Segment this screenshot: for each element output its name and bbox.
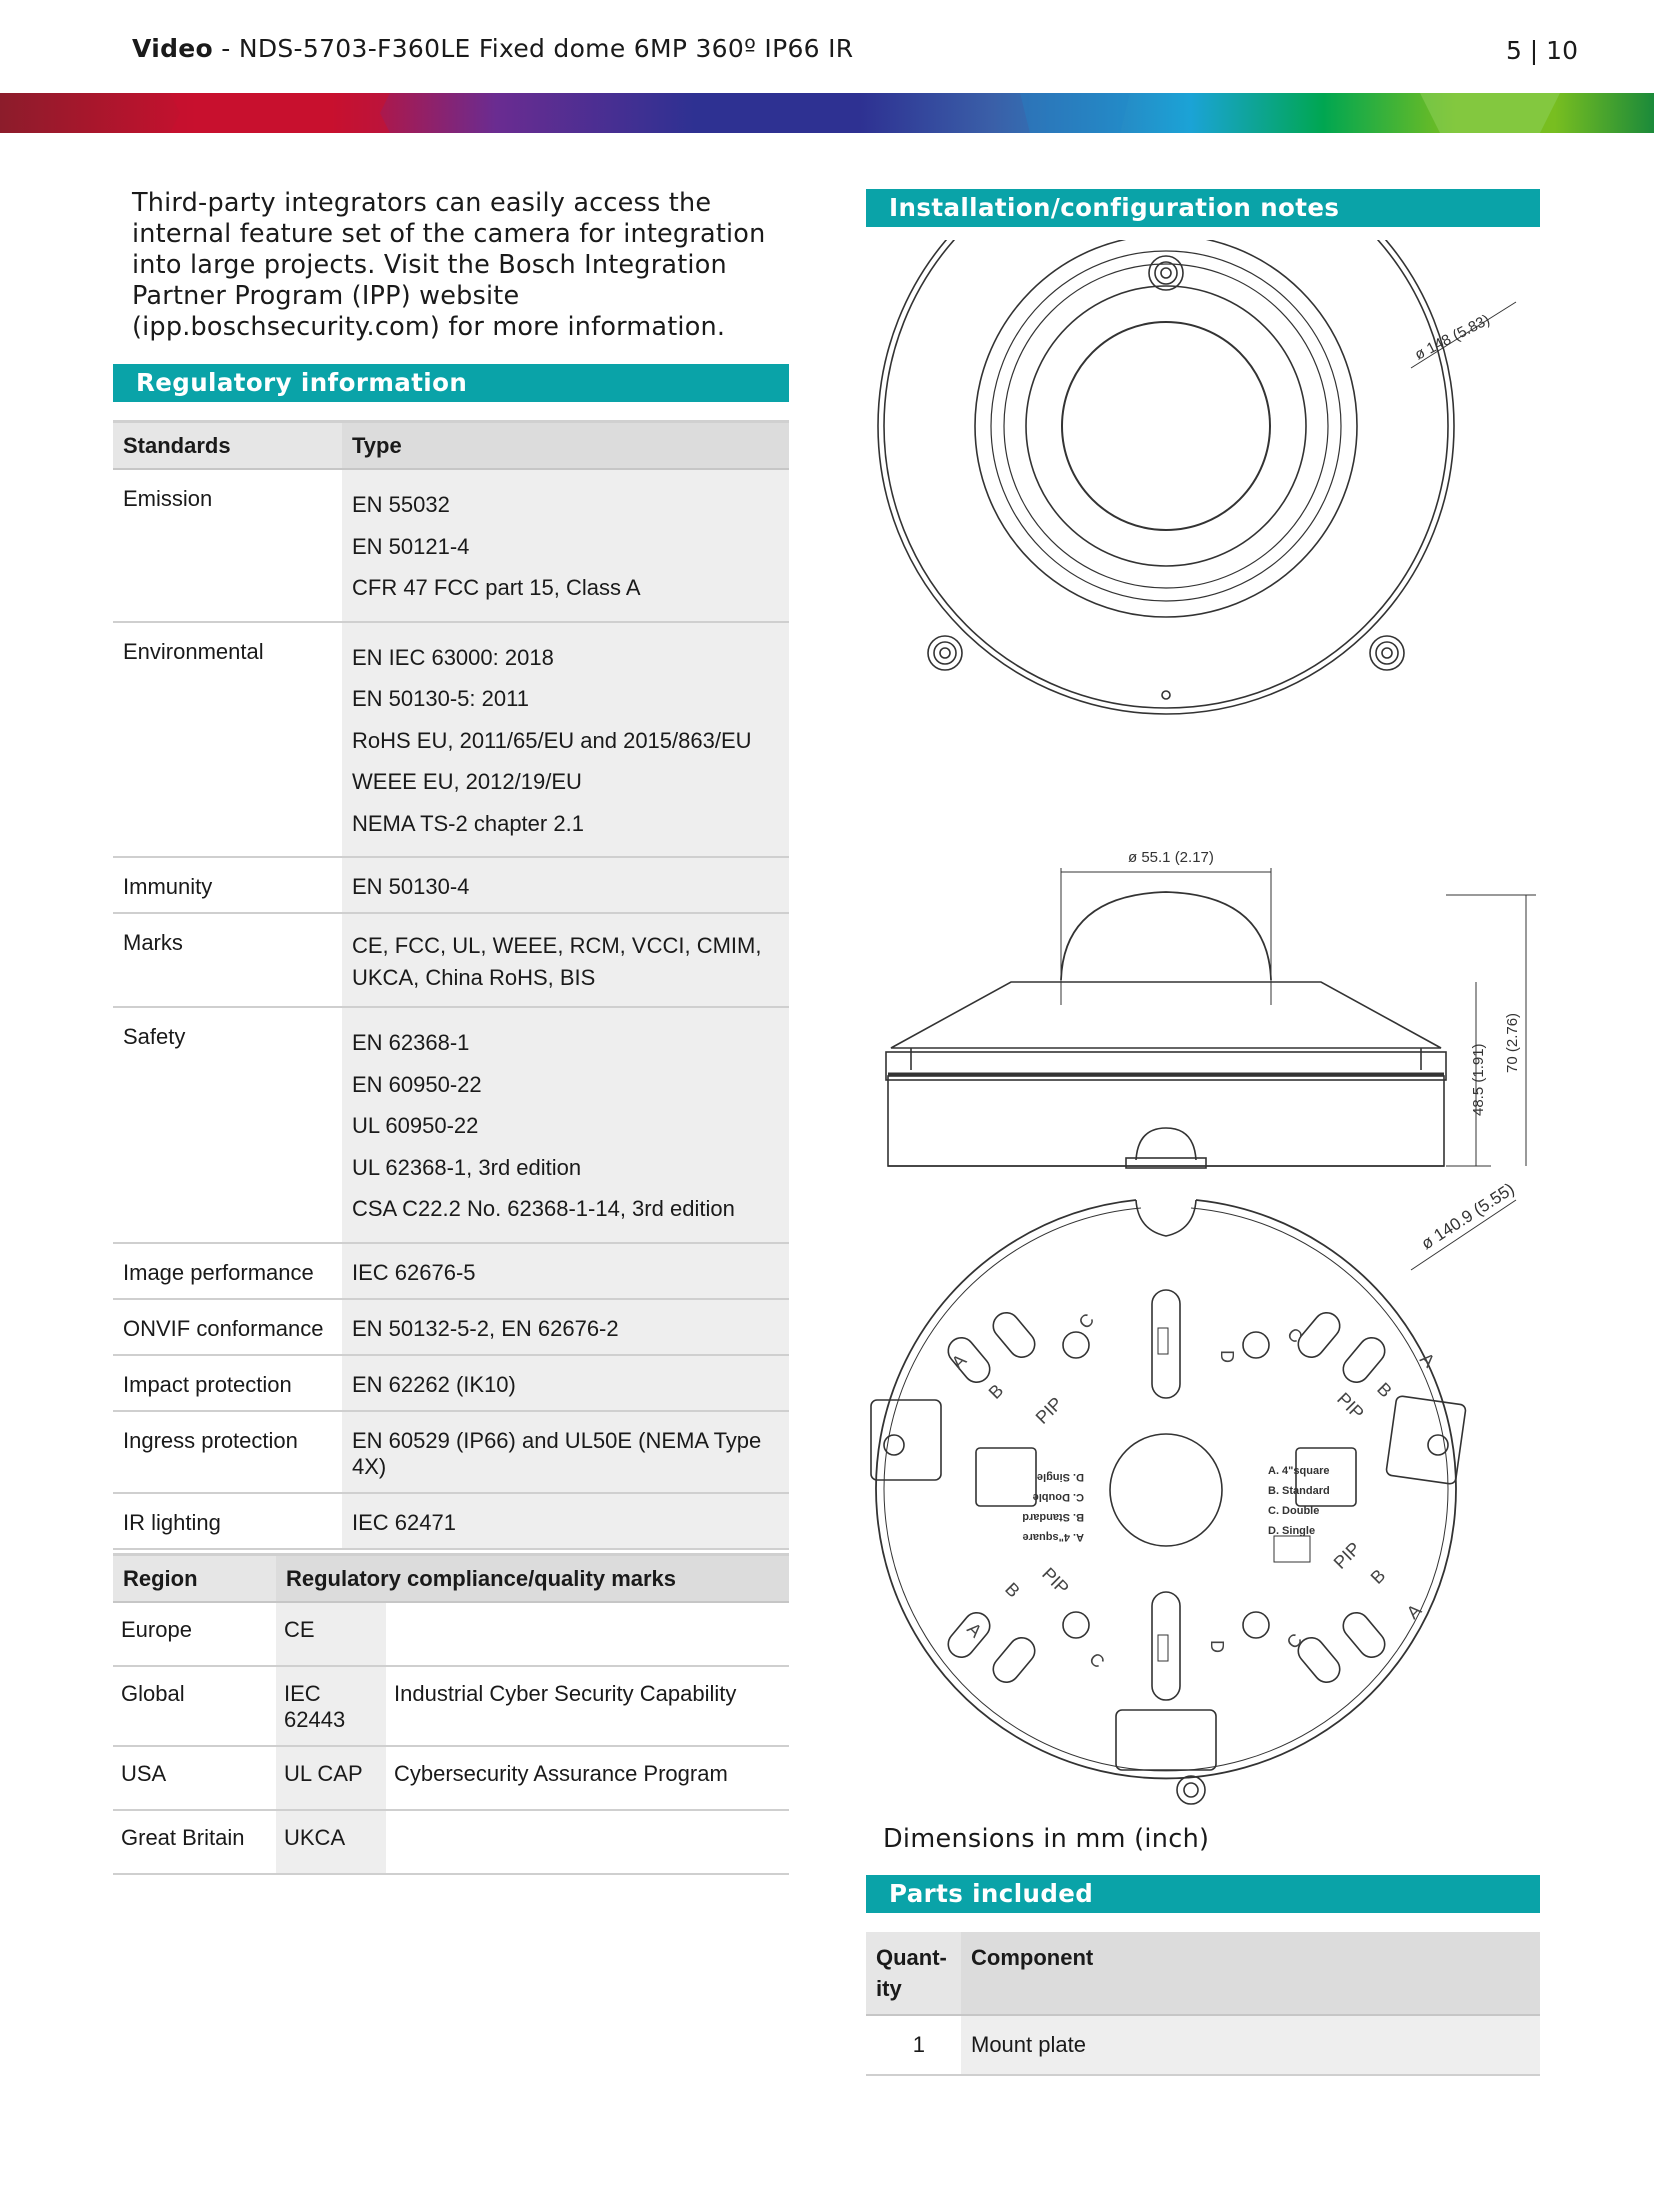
table-row (113, 622, 789, 858)
type-entry: EN 55032 (352, 492, 450, 517)
table-row (113, 1355, 789, 1411)
plate-legend-item-mirrored: D. Single (1036, 1471, 1084, 1483)
slot-letter-b: B (1001, 1578, 1024, 1602)
parts-section-heading: Parts included (866, 1875, 1540, 1913)
plate-diameter-label: ø 140.9 (5.55) (1417, 1179, 1518, 1254)
standard-name: Image performance (113, 1243, 342, 1299)
type-entry: EN 50132-5-2, EN 62676-2 (352, 1315, 619, 1341)
slot-letter-a: A (947, 1350, 971, 1373)
slot-letter-b: B (984, 1380, 1008, 1403)
type-entry: CE, FCC, UL, WEEE, RCM, VCCI, CMIM, UKCA, China RoHS, BIS (352, 933, 762, 990)
table-row (866, 2015, 1540, 2075)
dimension-drawing (866, 240, 1546, 1820)
slot-label-pip: PIP (1031, 1393, 1067, 1428)
compliance-mark: UKCA (276, 1810, 386, 1874)
plate-legend (1022, 1465, 1329, 1543)
type-entry: EN 60529 (IP66) and UL50E (NEMA Type 4X) (352, 1427, 762, 1479)
slot-letter-c: C (1283, 1323, 1307, 1348)
region-name: Great Britain (113, 1810, 276, 1874)
plate-legend-item: C. Double (1268, 1505, 1320, 1517)
table-row (113, 469, 789, 622)
top-view-drawing (878, 240, 1516, 714)
standard-name: ONVIF conformance (113, 1299, 342, 1355)
slot-letter-d: D (1207, 1640, 1227, 1653)
part-quantity: 1 (866, 2015, 961, 2075)
standard-name: Emission (113, 469, 342, 622)
column-header-standards: Standards (113, 422, 342, 470)
plate-legend-item-mirrored: A. 4"square (1022, 1531, 1084, 1543)
plate-legend-item: D. Single (1268, 1525, 1316, 1537)
type-entry: UL 62368-1, 3rd edition (352, 1154, 582, 1180)
mount-plate-drawing (871, 1200, 1516, 1804)
standard-types (342, 1411, 789, 1493)
standard-name: Ingress protection (113, 1411, 342, 1493)
body-height-label: 48.5 (1.91) (1470, 1043, 1487, 1116)
standard-name: Environmental (113, 622, 342, 858)
plate-legend-item-mirrored: C. Double (1032, 1491, 1084, 1503)
standard-types (342, 1243, 789, 1299)
slot-letter-a: A (1416, 1348, 1439, 1372)
standard-types (342, 469, 789, 622)
type-entry: EN 50130-5: 2011 (352, 686, 529, 711)
document-header (132, 34, 853, 63)
page-number: 5 | 10 (1505, 36, 1578, 65)
mounting-screw-icon (1370, 636, 1404, 670)
table-row (113, 1493, 789, 1549)
column-header-component: Component (961, 1932, 1540, 2015)
drawing-caption: Dimensions in mm (inch) (883, 1824, 1210, 1854)
slot-letter-c: C (1074, 1309, 1099, 1333)
compliance-mark: IEC 62443 (276, 1666, 386, 1746)
column-header-type: Type (342, 422, 789, 470)
column-header-region: Region (113, 1555, 276, 1603)
installation-section-heading: Installation/configuration notes (866, 189, 1540, 227)
table-row (113, 857, 789, 913)
total-height-label: 70 (2.76) (1504, 1012, 1521, 1073)
slot-letter-c: C (1282, 1629, 1307, 1653)
plate-legend-item: A. 4"square (1268, 1465, 1330, 1477)
slot-label-pip: PIP (1038, 1563, 1073, 1599)
region-name: Europe (113, 1602, 276, 1666)
plate-slot-letters (948, 1309, 1439, 1672)
compliance-description (386, 1602, 789, 1666)
type-entry: EN 50121-4 (352, 533, 470, 559)
table-row (113, 1746, 789, 1810)
compliance-mark: CE (276, 1602, 386, 1666)
slot-letter-b: B (1373, 1378, 1396, 1402)
slot-label-pip: PIP (1333, 1388, 1368, 1424)
plate-legend-item: B. Standard (1268, 1485, 1330, 1497)
slot-letter-a: A (963, 1618, 986, 1642)
compliance-description (386, 1810, 789, 1874)
type-entry: IEC 62676-5 (352, 1259, 476, 1285)
table-row (113, 1411, 789, 1493)
plate-legend-item-mirrored: B. Standard (1022, 1511, 1084, 1523)
dome-diameter-label: ø 55.1 (2.17) (1128, 849, 1214, 866)
standard-types (342, 1007, 789, 1243)
regulatory-standards-table (113, 420, 789, 1550)
standard-name: Marks (113, 913, 342, 1007)
type-entry: EN IEC 63000: 2018 (352, 644, 554, 670)
type-entry: WEEE EU, 2012/19/EU (352, 769, 582, 794)
table-header-row (866, 1932, 1540, 2015)
mounting-screw-icon (1149, 256, 1183, 290)
top-diameter-label: ø 148 (5.83) (1412, 311, 1493, 364)
standard-types (342, 1355, 789, 1411)
table-row (113, 1243, 789, 1299)
region-name: USA (113, 1746, 276, 1810)
type-entry: RoHS EU, 2011/65/EU and 2015/863/EU (352, 727, 752, 753)
type-entry: EN 62368-1 (352, 1030, 470, 1055)
intro-paragraph: Third-party integrators can easily access the internal feature set of the camera for integration into large projects. Visit the Bosch Integration Partner Program (IPP) website (ipp.boschsecurity.com) for more information. (132, 188, 766, 342)
compliance-mark: UL CAP (276, 1746, 386, 1810)
slot-label-pip: PIP (1329, 1538, 1365, 1573)
type-entry: UL 60950-22 (352, 1113, 479, 1138)
side-view-drawing (886, 868, 1536, 1168)
column-header-quantity: Quant- ity (866, 1932, 961, 2015)
type-entry: CSA C22.2 No. 62368-1-14, 3rd edition (352, 1196, 735, 1221)
header-category: Video (132, 34, 214, 63)
compliance-description: Industrial Cyber Security Capability (386, 1666, 789, 1746)
table-header-row (113, 422, 789, 470)
table-row (113, 1299, 789, 1355)
slot-letter-d: D (1217, 1350, 1237, 1363)
standard-name: Impact protection (113, 1355, 342, 1411)
type-entry: EN 60950-22 (352, 1071, 482, 1097)
table-row (113, 1602, 789, 1666)
standard-types (342, 1493, 789, 1549)
slot-letter-b: B (1366, 1565, 1390, 1588)
standard-name: Safety (113, 1007, 342, 1243)
table-header-row (113, 1555, 789, 1603)
type-entry: CFR 47 FCC part 15, Class A (352, 575, 641, 600)
region-name: Global (113, 1666, 276, 1746)
type-entry: EN 50130-4 (352, 874, 470, 899)
compliance-marks-table (113, 1553, 789, 1875)
column-header-marks: Regulatory compliance/quality marks (276, 1555, 789, 1603)
table-row (113, 913, 789, 1007)
mounting-screw-icon (928, 636, 962, 670)
header-product-title: - NDS-5703-F360LE Fixed dome 6MP 360º IP66 IR (213, 34, 854, 63)
standard-types (342, 913, 789, 1007)
type-entry: IEC 62471 (352, 1509, 456, 1535)
type-entry: NEMA TS-2 chapter 2.1 (352, 810, 584, 836)
standard-name: Immunity (113, 857, 342, 913)
table-row (113, 1007, 789, 1243)
parts-table (866, 1932, 1540, 2076)
standard-name: IR lighting (113, 1493, 342, 1549)
standard-types (342, 1299, 789, 1355)
table-row (113, 1810, 789, 1874)
standard-types (342, 622, 789, 858)
part-component: Mount plate (961, 2015, 1540, 2075)
standard-types (342, 857, 789, 913)
slot-letter-c: C (1085, 1648, 1109, 1673)
type-entry: EN 62262 (IK10) (352, 1371, 516, 1397)
table-row (113, 1666, 789, 1746)
slot-letter-a: A (1402, 1600, 1426, 1623)
compliance-description: Cybersecurity Assurance Program (386, 1746, 789, 1810)
regulatory-section-heading: Regulatory information (113, 364, 789, 402)
brand-color-band (0, 93, 1654, 133)
